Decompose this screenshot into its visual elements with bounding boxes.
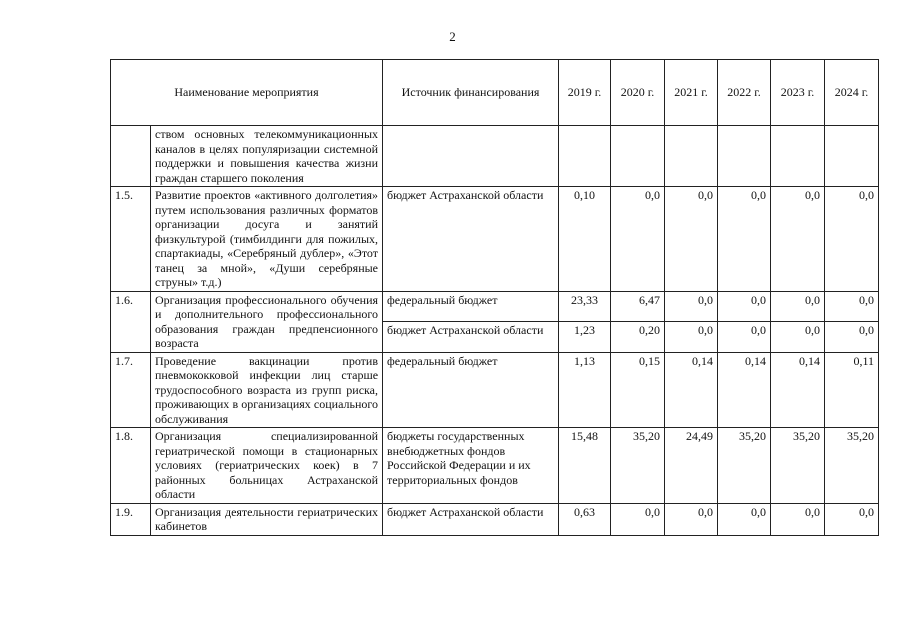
activity-name: ством основных телекоммуникационных каналов в целях популяризации системной поддержки и повышения качества жизни граждан старшего поколения — [151, 126, 383, 187]
row-number: 1.5. — [111, 187, 151, 292]
year-value: 0,15 — [611, 352, 665, 428]
table-body — [111, 126, 879, 536]
year-value: 0,0 — [825, 503, 879, 535]
year-value: 0,14 — [665, 352, 718, 428]
page-number: 2 — [449, 29, 456, 44]
year-value: 0,0 — [718, 322, 771, 353]
year-value: 35,20 — [825, 428, 879, 504]
year-value: 0,0 — [665, 322, 718, 353]
activity-name: Организация профессионального обучения и дополнительного профессионального образования граждан предпенсионного возраста — [151, 291, 383, 352]
header-year: 2020 г. — [611, 60, 665, 126]
year-value — [559, 126, 611, 187]
year-value: 35,20 — [611, 428, 665, 504]
year-value: 0,0 — [718, 291, 771, 322]
funding-source: бюджеты государственных внебюджетных фондов Российской Федерации и их территориальных фондов — [383, 428, 559, 504]
header-year: 2022 г. — [718, 60, 771, 126]
year-value: 35,20 — [771, 428, 825, 504]
year-value: 0,0 — [771, 322, 825, 353]
table-row — [111, 428, 879, 504]
year-value: 0,11 — [825, 352, 879, 428]
activity-name: Проведение вакцинации против пневмококковой инфекции лиц старше трудоспособного возраста из групп риска, проживающих в организациях социального обслуживания — [151, 352, 383, 428]
funding-source: федеральный бюджет — [383, 352, 559, 428]
year-value: 0,63 — [559, 503, 611, 535]
year-value: 6,47 — [611, 291, 665, 322]
header-source: Источник финансирования — [383, 60, 559, 126]
year-value — [825, 126, 879, 187]
year-value: 0,0 — [665, 503, 718, 535]
header-row — [111, 60, 879, 126]
year-value: 0,10 — [559, 187, 611, 292]
year-value — [771, 126, 825, 187]
year-value: 0,0 — [825, 187, 879, 292]
year-value: 0,0 — [771, 503, 825, 535]
year-value: 0,0 — [718, 187, 771, 292]
year-value: 0,0 — [771, 187, 825, 292]
funding-source: бюджет Астраханской области — [383, 503, 559, 535]
funding-source: федеральный бюджет — [383, 291, 559, 322]
year-value: 24,49 — [665, 428, 718, 504]
row-number — [111, 126, 151, 187]
year-value: 35,20 — [718, 428, 771, 504]
year-value: 1,23 — [559, 322, 611, 353]
year-value — [718, 126, 771, 187]
year-value: 0,14 — [771, 352, 825, 428]
year-value: 0,0 — [771, 291, 825, 322]
year-value: 0,0 — [825, 291, 879, 322]
header-year: 2024 г. — [825, 60, 879, 126]
table-row — [111, 291, 879, 322]
funding-source: бюджет Астраханской области — [383, 322, 559, 353]
table-row — [111, 187, 879, 292]
year-value: 0,20 — [611, 322, 665, 353]
table-row — [111, 352, 879, 428]
year-value: 0,0 — [665, 187, 718, 292]
table-row — [111, 503, 879, 535]
year-value: 0,0 — [611, 187, 665, 292]
year-value: 0,0 — [611, 503, 665, 535]
year-value: 0,0 — [718, 503, 771, 535]
row-number: 1.8. — [111, 428, 151, 504]
year-value: 15,48 — [559, 428, 611, 504]
header-year: 2023 г. — [771, 60, 825, 126]
header-name: Наименование мероприятия — [111, 60, 383, 126]
header-year: 2021 г. — [665, 60, 718, 126]
table-row — [111, 126, 879, 187]
year-value: 1,13 — [559, 352, 611, 428]
activity-name: Организация деятельности гериатрических кабинетов — [151, 503, 383, 535]
header-year: 2019 г. — [559, 60, 611, 126]
activity-name: Организация специализированной гериатрической помощи в стационарных условиях (гериатрических коек) в 7 районных больницах Астраханской области — [151, 428, 383, 504]
row-number: 1.6. — [111, 291, 151, 352]
activity-name: Развитие проектов «активного долголетия» путем использования различных форматов организации досуга и занятий физкультурой (тимбилдинги для пожилых, спартакиады, «Серебряный дублер», «Этот танец за мной», «Души серебряные струны» т.д.) — [151, 187, 383, 292]
year-value — [665, 126, 718, 187]
row-number: 1.9. — [111, 503, 151, 535]
year-value: 0,14 — [718, 352, 771, 428]
funding-source — [383, 126, 559, 187]
year-value: 0,0 — [825, 322, 879, 353]
year-value: 0,0 — [665, 291, 718, 322]
funding-source: бюджет Астраханской области — [383, 187, 559, 292]
year-value: 23,33 — [559, 291, 611, 322]
budget-table — [110, 59, 879, 536]
year-value — [611, 126, 665, 187]
row-number: 1.7. — [111, 352, 151, 428]
